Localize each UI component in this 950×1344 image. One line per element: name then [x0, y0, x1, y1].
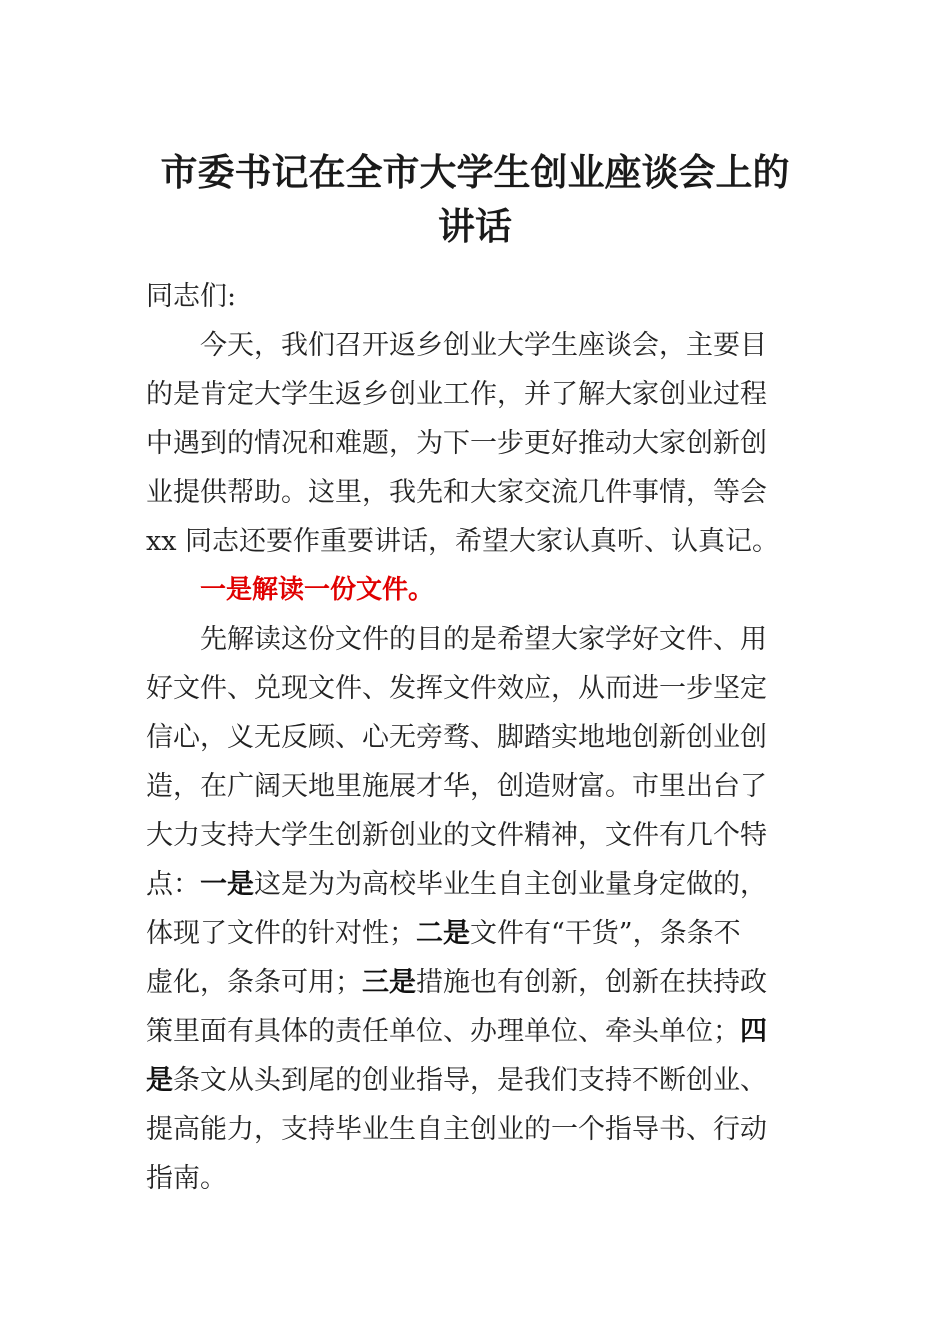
emphasis-run: 是 — [146, 1065, 173, 1096]
text-run: 这是为为高校毕业生自主创业量身定做的， — [254, 869, 767, 900]
title-line-1: 市委书记在全市大学生创业座谈会上的 — [160, 150, 790, 194]
emphasis-run: 一是 — [200, 869, 254, 900]
paragraph-line: 指南。 — [146, 1163, 227, 1194]
text-run: 策里面有具体的责任单位、办理单位、牵头单位； — [146, 1016, 740, 1047]
paragraph-line: 中遇到的情况和难题，为下一步更好推动大家创新创 — [146, 428, 767, 459]
paragraph-line — [146, 860, 806, 909]
paragraph-line: 信心，义无反顾、心无旁骛、脚踏实地地创新创业创 — [146, 722, 767, 753]
salutation: 同志们: — [146, 281, 237, 312]
paragraph-line: xx 同志还要作重要讲话，希望大家认真听、认真记。 — [146, 526, 780, 557]
paragraph-file-interpretation — [146, 615, 806, 1203]
section-heading: 一是解读一份文件。 — [200, 575, 435, 605]
paragraph-line: 先解读这份文件的目的是希望大家学好文件、用 — [200, 624, 767, 655]
paragraph-line — [146, 1056, 806, 1105]
text-run: 措施也有创新，创新在扶持政 — [416, 967, 767, 998]
paragraph-line — [146, 909, 806, 958]
paragraph-line — [146, 958, 806, 1007]
paragraph-line: 今天，我们召开返乡创业大学生座谈会，主要目 — [200, 330, 767, 361]
document-title — [140, 145, 810, 253]
document-body — [146, 272, 806, 1203]
text-run: 虚化，条条可用； — [146, 967, 362, 998]
paragraph-line: 提高能力，支持毕业生自主创业的一个指导书、行动 — [146, 1114, 767, 1145]
emphasis-run: 二是 — [416, 918, 470, 949]
text-run: 体现了文件的针对性； — [146, 918, 416, 949]
emphasis-run: 四 — [740, 1016, 767, 1047]
paragraph-line: 业提供帮助。这里，我先和大家交流几件事情，等会 — [146, 477, 767, 508]
text-run: 条文从头到尾的创业指导，是我们支持不断创业、 — [173, 1065, 767, 1096]
emphasis-run: 三是 — [362, 967, 416, 998]
paragraph-line: 造，在广阔天地里施展才华，创造财富。市里出台了 — [146, 771, 767, 802]
paragraph-line: 的是肯定大学生返乡创业工作，并了解大家创业过程 — [146, 379, 767, 410]
title-line-2: 讲话 — [438, 204, 512, 248]
paragraph-line — [146, 1007, 806, 1056]
text-run: 文件有“干货”，条条不 — [470, 918, 741, 949]
text-run: 点： — [146, 869, 200, 900]
paragraph-line: 好文件、兑现文件、发挥文件效应，从而进一步坚定 — [146, 673, 767, 704]
paragraph-intro — [146, 321, 806, 566]
paragraph-line: 大力支持大学生创新创业的文件精神，文件有几个特 — [146, 820, 767, 851]
